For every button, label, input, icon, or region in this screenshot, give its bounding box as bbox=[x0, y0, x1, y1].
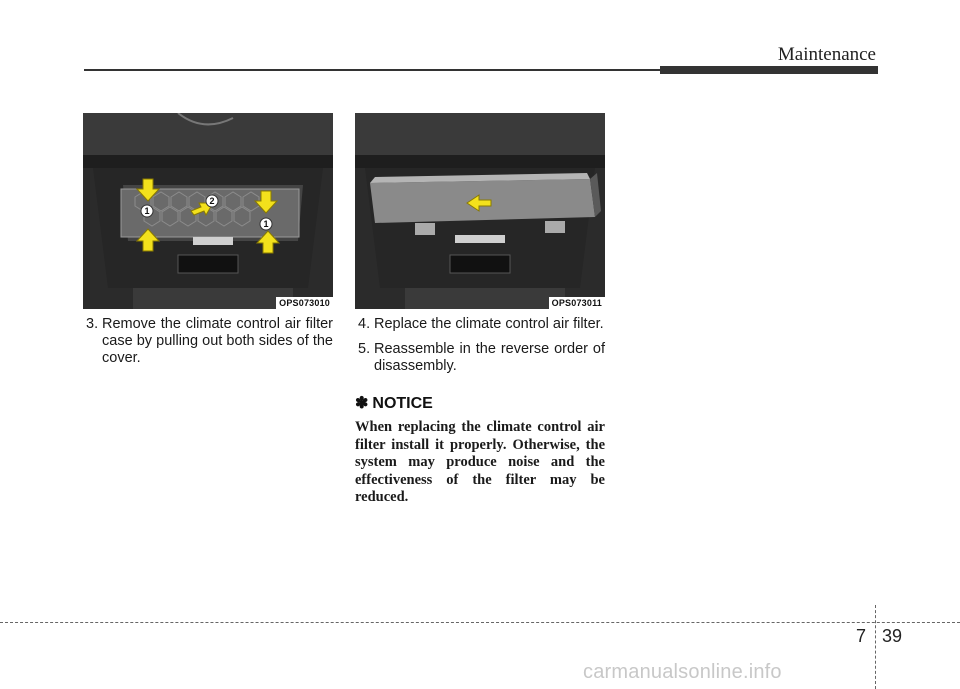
callout-1-left: 1 bbox=[144, 206, 150, 216]
photo-glovebox-illustration bbox=[83, 113, 333, 309]
footer-rule bbox=[0, 622, 960, 623]
page-chapter: 7 bbox=[856, 626, 867, 646]
column-middle bbox=[355, 316, 605, 507]
step-number: 4. bbox=[358, 316, 371, 332]
notice-body: When replacing the climate control air filter install it properly. Otherwise, the system may produce noise and the effectiveness of the filter may be reduced. bbox=[355, 419, 605, 505]
callout-2: 2 bbox=[209, 196, 215, 206]
step-5 bbox=[355, 341, 605, 375]
callout-1-right: 1 bbox=[263, 219, 269, 229]
notice-star-icon: ✽ bbox=[355, 395, 369, 412]
column-left bbox=[83, 316, 333, 375]
step-3 bbox=[83, 316, 333, 367]
step-number: 3. bbox=[86, 316, 99, 332]
step-text: Reassemble in the reverse order of disassembly. bbox=[374, 341, 605, 374]
step-4 bbox=[355, 316, 605, 333]
figure-filter-cover bbox=[83, 113, 333, 309]
watermark: carmanualsonline.info bbox=[583, 661, 782, 683]
photo-filter-illustration bbox=[355, 113, 605, 309]
page-number: 39 bbox=[882, 626, 903, 646]
step-text: Replace the climate control air filter. bbox=[374, 316, 604, 332]
figure-code: OPS073010 bbox=[276, 297, 333, 309]
notice-title: NOTICE bbox=[372, 395, 433, 412]
crop-mark bbox=[875, 605, 876, 689]
notice-heading bbox=[355, 395, 605, 412]
section-title: Maintenance bbox=[777, 44, 876, 65]
header-rule-thick bbox=[660, 66, 878, 74]
step-text: Remove the climate control air filter case by pulling out both sides of the cover. bbox=[102, 316, 333, 366]
figure-filter-replace bbox=[355, 113, 605, 309]
figure-code: OPS073011 bbox=[549, 297, 605, 309]
step-number: 5. bbox=[358, 341, 371, 357]
header-rule-thin bbox=[84, 69, 660, 71]
